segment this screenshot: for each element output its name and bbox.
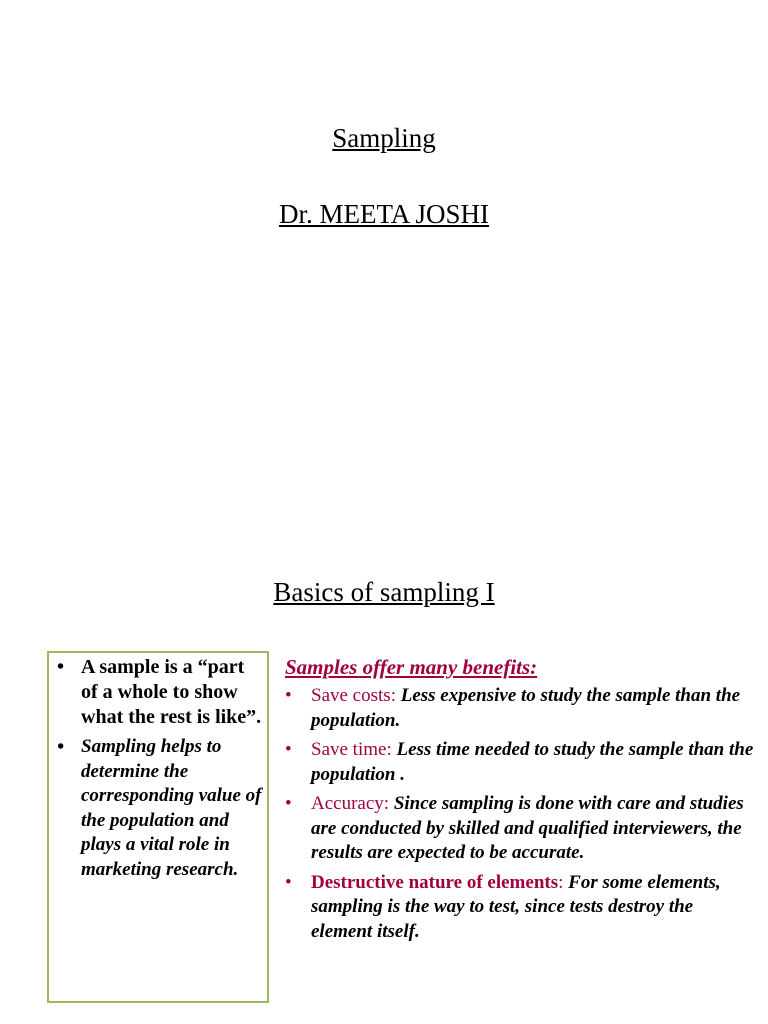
bullet-icon: •: [285, 871, 292, 893]
benefit-description: For some elements, sampling is the way to test, since tests destroy the element itself.: [311, 871, 721, 942]
benefits-heading: Samples offer many benefits:: [285, 655, 538, 679]
definition-box: [47, 651, 269, 1003]
bullet-icon: •: [285, 685, 292, 706]
definition-list: [53, 655, 265, 882]
bullet-icon: •: [57, 736, 65, 758]
definition-text: A sample is a “part of a whole to show what the rest is like”.: [81, 656, 262, 728]
benefit-term: Destructive nature of elements: [311, 871, 559, 893]
bullet-icon: •: [57, 656, 65, 678]
benefit-colon: :: [383, 793, 390, 814]
benefit-colon: :: [558, 871, 564, 893]
list-item: [285, 792, 755, 866]
section-title: Basics of sampling I: [273, 577, 495, 607]
benefit-term: Accuracy: [311, 793, 384, 814]
benefit-colon: :: [390, 685, 396, 706]
benefits-list: [285, 684, 755, 944]
author-name: Dr. MEETA JOSHI: [278, 199, 490, 229]
list-item: [53, 735, 265, 882]
benefit-term: Save costs: [311, 685, 391, 706]
benefit-colon: :: [386, 739, 392, 760]
definition-text: Sampling helps to determine the corresponding value of the population and plays a vital role in marketing research.: [81, 736, 262, 880]
benefits-panel: [285, 654, 755, 949]
list-item: [285, 738, 755, 787]
list-item: [285, 871, 755, 945]
slide-title: Sampling: [332, 123, 436, 153]
benefit-description: Less expensive to study the sample than the population.: [311, 685, 741, 731]
list-item: [285, 684, 755, 733]
benefit-description: Since sampling is done with care and studies are conducted by skilled and qualified interviewers, the results are expected to be accurate.: [311, 793, 744, 863]
benefit-description: Less time needed to study the sample than the population .: [311, 739, 754, 785]
bullet-icon: •: [285, 739, 292, 760]
bullet-icon: •: [285, 793, 292, 814]
benefit-term: Save time: [311, 739, 387, 760]
list-item: [53, 655, 265, 730]
